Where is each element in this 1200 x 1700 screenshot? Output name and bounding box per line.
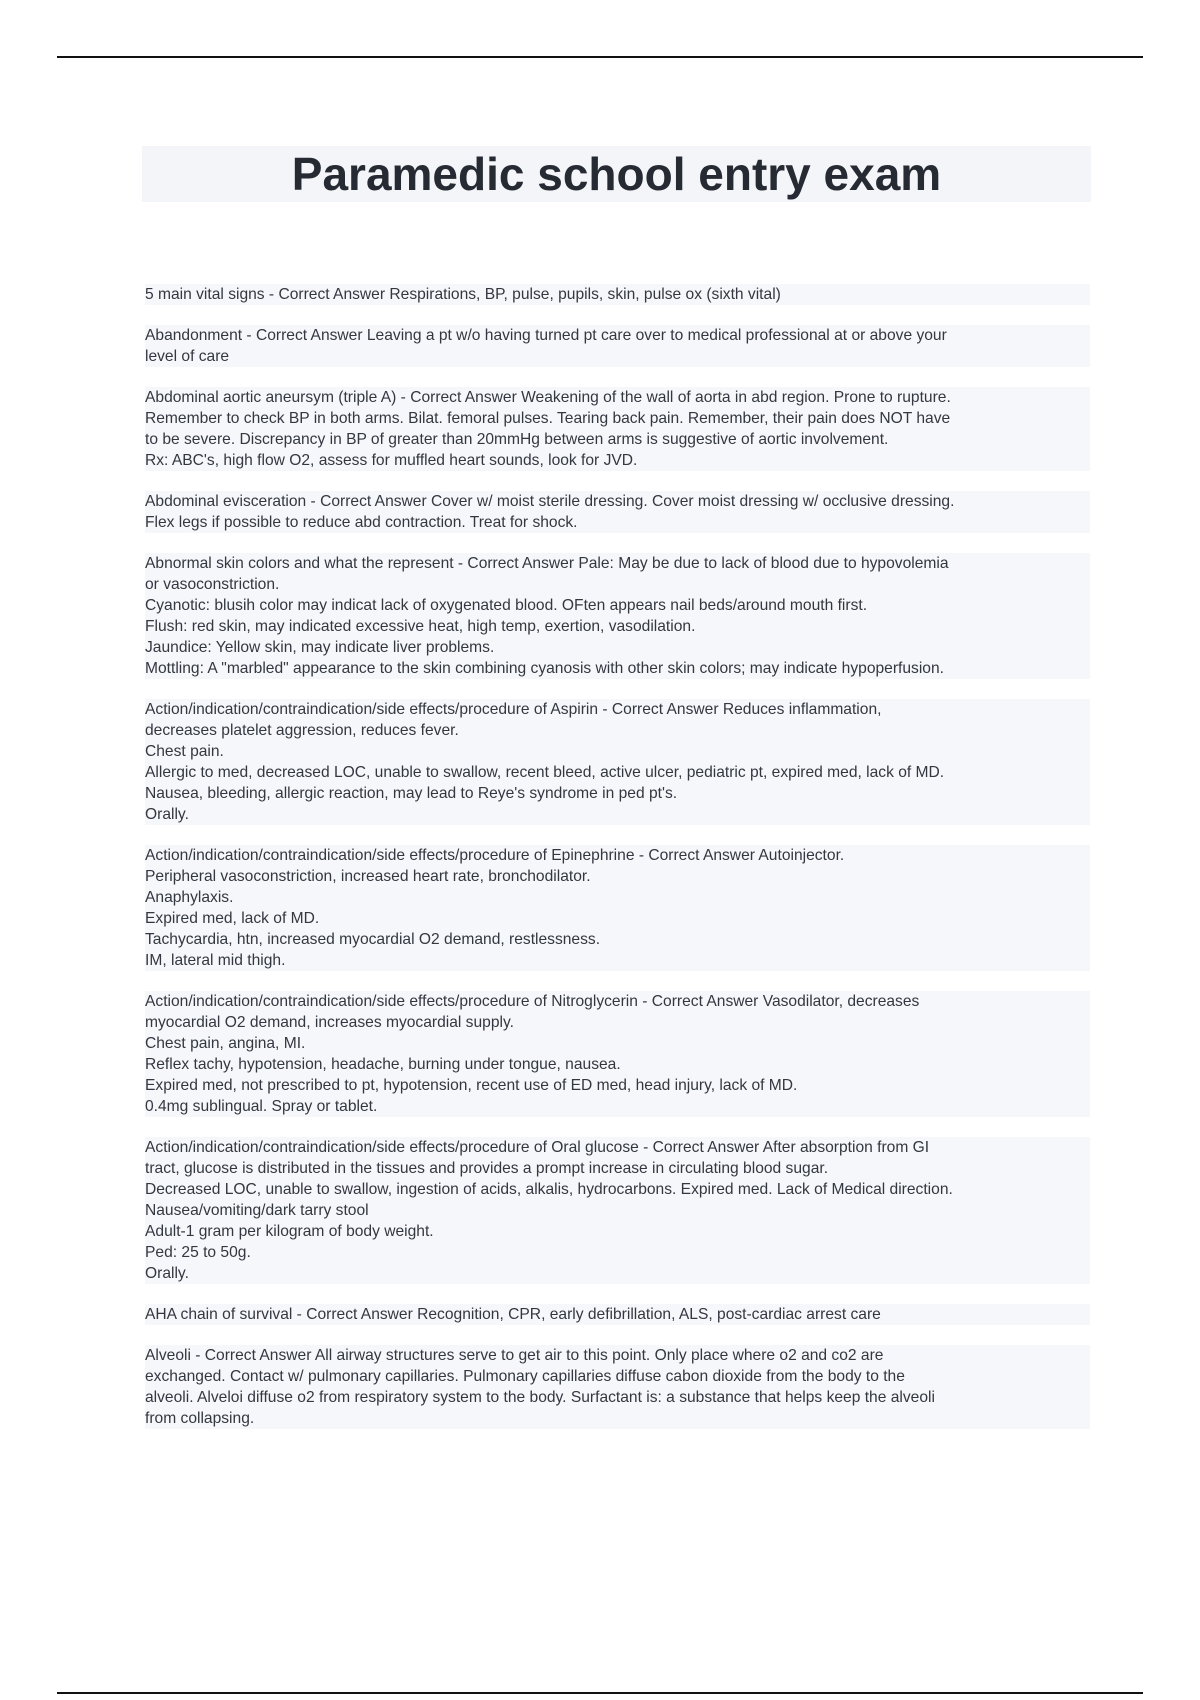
entry-text-line: Anaphylaxis. [145, 887, 1090, 908]
flashcard-entry [145, 491, 1090, 533]
entry-text-line: Remember to check BP in both arms. Bilat. femoral pulses. Tearing back pain. Remember, their pain does NOT have [145, 408, 1090, 429]
entry-text-line: Chest pain. [145, 741, 1090, 762]
entry-text-line: IM, lateral mid thigh. [145, 950, 1090, 971]
flashcard-entry [145, 991, 1090, 1117]
bottom-rule [57, 1692, 1143, 1694]
entry-text-line: Chest pain, angina, MI. [145, 1033, 1090, 1054]
entry-text-line: Alveoli - Correct Answer All airway structures serve to get air to this point. Only place where o2 and co2 are [145, 1345, 1090, 1366]
entry-text-line: from collapsing. [145, 1408, 1090, 1429]
flashcard-entry [145, 845, 1090, 971]
entry-text-line: 0.4mg sublingual. Spray or tablet. [145, 1096, 1090, 1117]
entry-text-line: Action/indication/contraindication/side effects/procedure of Oral glucose - Correct Answer After absorption from GI [145, 1137, 1090, 1158]
entry-text-line: Ped: 25 to 50g. [145, 1242, 1090, 1263]
flashcard-list [145, 284, 1090, 1449]
entry-text-line: Tachycardia, htn, increased myocardial O2 demand, restlessness. [145, 929, 1090, 950]
flashcard-entry [145, 1137, 1090, 1284]
entry-text-line: tract, glucose is distributed in the tissues and provides a prompt increase in circulating blood sugar. [145, 1158, 1090, 1179]
page-title: Paramedic school entry exam [291, 148, 942, 200]
flashcard-entry [145, 699, 1090, 825]
entry-text-line: Allergic to med, decreased LOC, unable to swallow, recent bleed, active ulcer, pediatric pt, expired med, lack of MD. [145, 762, 1090, 783]
entry-text-line: Abdominal aortic aneursym (triple A) - Correct Answer Weakening of the wall of aorta in abd region. Prone to rupture. [145, 387, 1090, 408]
entry-text-line: Flush: red skin, may indicated excessive heat, high temp, exertion, vasodilation. [145, 616, 1090, 637]
entry-text-line: Action/indication/contraindication/side effects/procedure of Nitroglycerin - Correct Answer Vasodilator, decreases [145, 991, 1090, 1012]
entry-text-line: Action/indication/contraindication/side effects/procedure of Aspirin - Correct Answer Reduces inflammation, [145, 699, 1090, 720]
flashcard-entry [145, 387, 1090, 471]
flashcard-entry [145, 284, 1090, 305]
entry-text-line: exchanged. Contact w/ pulmonary capillaries. Pulmonary capillaries diffuse cabon dioxide from the body to the [145, 1366, 1090, 1387]
entry-text-line: Expired med, lack of MD. [145, 908, 1090, 929]
entry-text-line: Flex legs if possible to reduce abd contraction. Treat for shock. [145, 512, 1090, 533]
entry-text-line: Rx: ABC's, high flow O2, assess for muffled heart sounds, look for JVD. [145, 450, 1090, 471]
entry-text-line: Abnormal skin colors and what the represent - Correct Answer Pale: May be due to lack of blood due to hypovolemia [145, 553, 1090, 574]
entry-text-line: Nausea/vomiting/dark tarry stool [145, 1200, 1090, 1221]
entry-text-line: Nausea, bleeding, allergic reaction, may lead to Reye's syndrome in ped pt's. [145, 783, 1090, 804]
entry-text-line: or vasoconstriction. [145, 574, 1090, 595]
entry-text-line: myocardial O2 demand, increases myocardial supply. [145, 1012, 1090, 1033]
entry-text-line: 5 main vital signs - Correct Answer Respirations, BP, pulse, pupils, skin, pulse ox (sixth vital) [145, 284, 1090, 305]
entry-text-line: Mottling: A "marbled" appearance to the skin combining cyanosis with other skin colors; may indicate hypoperfusion. [145, 658, 1090, 679]
top-rule [57, 56, 1143, 58]
entry-text-line: Peripheral vasoconstriction, increased heart rate, bronchodilator. [145, 866, 1090, 887]
entry-text-line: Decreased LOC, unable to swallow, ingestion of acids, alkalis, hydrocarbons. Expired med. Lack of Medical direction. [145, 1179, 1090, 1200]
entry-text-line: decreases platelet aggression, reduces fever. [145, 720, 1090, 741]
entry-text-line: Abandonment - Correct Answer Leaving a pt w/o having turned pt care over to medical professional at or above your [145, 325, 1090, 346]
entry-text-line: Adult-1 gram per kilogram of body weight. [145, 1221, 1090, 1242]
flashcard-entry [145, 553, 1090, 679]
entry-text-line: Reflex tachy, hypotension, headache, burning under tongue, nausea. [145, 1054, 1090, 1075]
flashcard-entry [145, 1345, 1090, 1429]
entry-text-line: Action/indication/contraindication/side effects/procedure of Epinephrine - Correct Answer Autoinjector. [145, 845, 1090, 866]
entry-text-line: AHA chain of survival - Correct Answer Recognition, CPR, early defibrillation, ALS, post-cardiac arrest care [145, 1304, 1090, 1325]
entry-text-line: Cyanotic: blusih color may indicat lack of oxygenated blood. OFten appears nail beds/around mouth first. [145, 595, 1090, 616]
entry-text-line: Expired med, not prescribed to pt, hypotension, recent use of ED med, head injury, lack of MD. [145, 1075, 1090, 1096]
entry-text-line: Abdominal evisceration - Correct Answer Cover w/ moist sterile dressing. Cover moist dressing w/ occlusive dressing. [145, 491, 1090, 512]
flashcard-entry [145, 325, 1090, 367]
entry-text-line: alveoli. Alveloi diffuse o2 from respiratory system to the body. Surfactant is: a substance that helps keep the alveoli [145, 1387, 1090, 1408]
entry-text-line: Orally. [145, 804, 1090, 825]
entry-text-line: Orally. [145, 1263, 1090, 1284]
flashcard-entry [145, 1304, 1090, 1325]
entry-text-line: to be severe. Discrepancy in BP of greater than 20mmHg between arms is suggestive of aortic involvement. [145, 429, 1090, 450]
entry-text-line: level of care [145, 346, 1090, 367]
entry-text-line: Jaundice: Yellow skin, may indicate liver problems. [145, 637, 1090, 658]
